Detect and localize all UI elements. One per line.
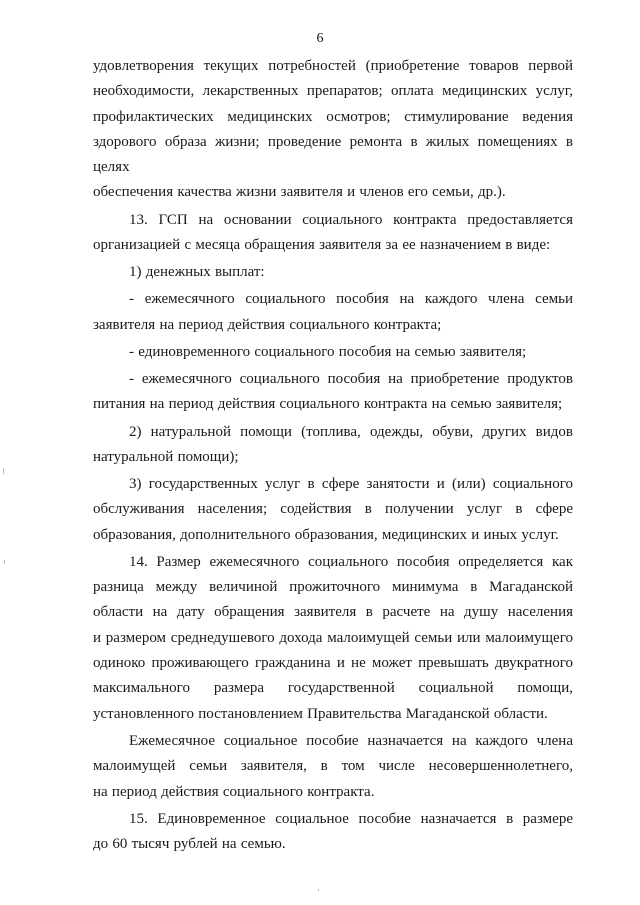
text-line: заявителя на период действия социального контракта;	[93, 316, 442, 333]
text-line: Ежемесячное социальное пособие назначается на каждого члена	[129, 733, 573, 750]
paragraph-subitem-1	[93, 260, 573, 285]
paragraph-item-15	[93, 807, 573, 858]
text-line: здорового образа жизни; проведение ремонта в жилых помещениях в целях	[93, 133, 573, 176]
text-line: удовлетворения текущих потребностей (приобретение товаров первой	[93, 58, 573, 74]
text-line: необходимости, лекарственных препаратов; оплата медицинских услуг,	[93, 83, 573, 100]
paragraph-item-14	[93, 550, 573, 727]
text-line: одиноко проживающего гражданина и не может превышать двукратного	[93, 654, 573, 671]
text-line: - единовременного социального пособия на семью заявителя;	[129, 343, 527, 360]
scan-speck	[4, 560, 5, 564]
text-line: 13. ГСП на основании социального контракта предоставляется	[129, 211, 573, 228]
page-number: 6	[316, 31, 324, 46]
paragraph-item-13	[93, 208, 573, 259]
paragraph-bullet	[93, 287, 573, 338]
text-line: натуральной помощи);	[93, 448, 239, 465]
paragraph-subitem-2	[93, 420, 573, 471]
text-line: на период действия социального контракта.	[93, 783, 375, 800]
paragraph-continuation	[93, 54, 573, 206]
scan-speck	[3, 468, 4, 474]
text-line: и размером среднедушевого дохода малоимущей семьи или малоимущего	[93, 629, 573, 646]
paragraph-bullet	[93, 367, 573, 418]
text-line: 2) натуральной помощи (топлива, одежды, обуви, других видов	[129, 423, 573, 440]
text-line: малоимущей семьи заявителя, в том числе несовершеннолетнего,	[93, 758, 573, 775]
text-line: профилактических медицинских осмотров; стимулирование ведения	[93, 108, 573, 125]
text-line: питания на период действия социального контракта на семью заявителя;	[93, 396, 563, 413]
text-line: области на дату обращения заявителя в расчете на душу населения	[93, 604, 573, 621]
paragraph-monthly-allowance	[93, 729, 573, 805]
text-line: образования, дополнительного образования, медицинских и иных услуг.	[93, 526, 559, 543]
paragraph-bullet	[93, 340, 573, 365]
text-line: 3) государственных услуг в сфере занятости и (или) социального	[129, 475, 573, 492]
text-line: - ежемесячного социального пособия на каждого члена семьи	[129, 291, 573, 308]
text-line: 1) денежных выплат:	[129, 264, 265, 281]
text-line: максимального размера государственной социальной помощи,	[93, 680, 573, 697]
text-line: - ежемесячного социального пособия на приобретение продуктов	[129, 371, 573, 388]
text-line: разница между величиной прожиточного минимума в Магаданской	[93, 579, 573, 596]
text-line: установленного постановлением Правительства Магаданской области.	[93, 705, 548, 722]
text-line: 15. Единовременное социальное пособие назначается в размере	[129, 811, 573, 828]
text-line: обслуживания населения; содействия в получении услуг в сфере	[93, 501, 573, 518]
text-line: организацией с месяца обращения заявителя за ее назначением в виде:	[93, 236, 551, 253]
document-body	[93, 54, 573, 858]
text-line: 14. Размер ежемесячного социального пособия определяется как	[129, 553, 573, 570]
text-line: до 60 тысяч рублей на семью.	[93, 836, 286, 853]
text-line: обеспечения качества жизни заявителя и членов его семьи, др.).	[93, 184, 506, 201]
scan-speck	[318, 889, 319, 891]
paragraph-subitem-3	[93, 472, 573, 548]
